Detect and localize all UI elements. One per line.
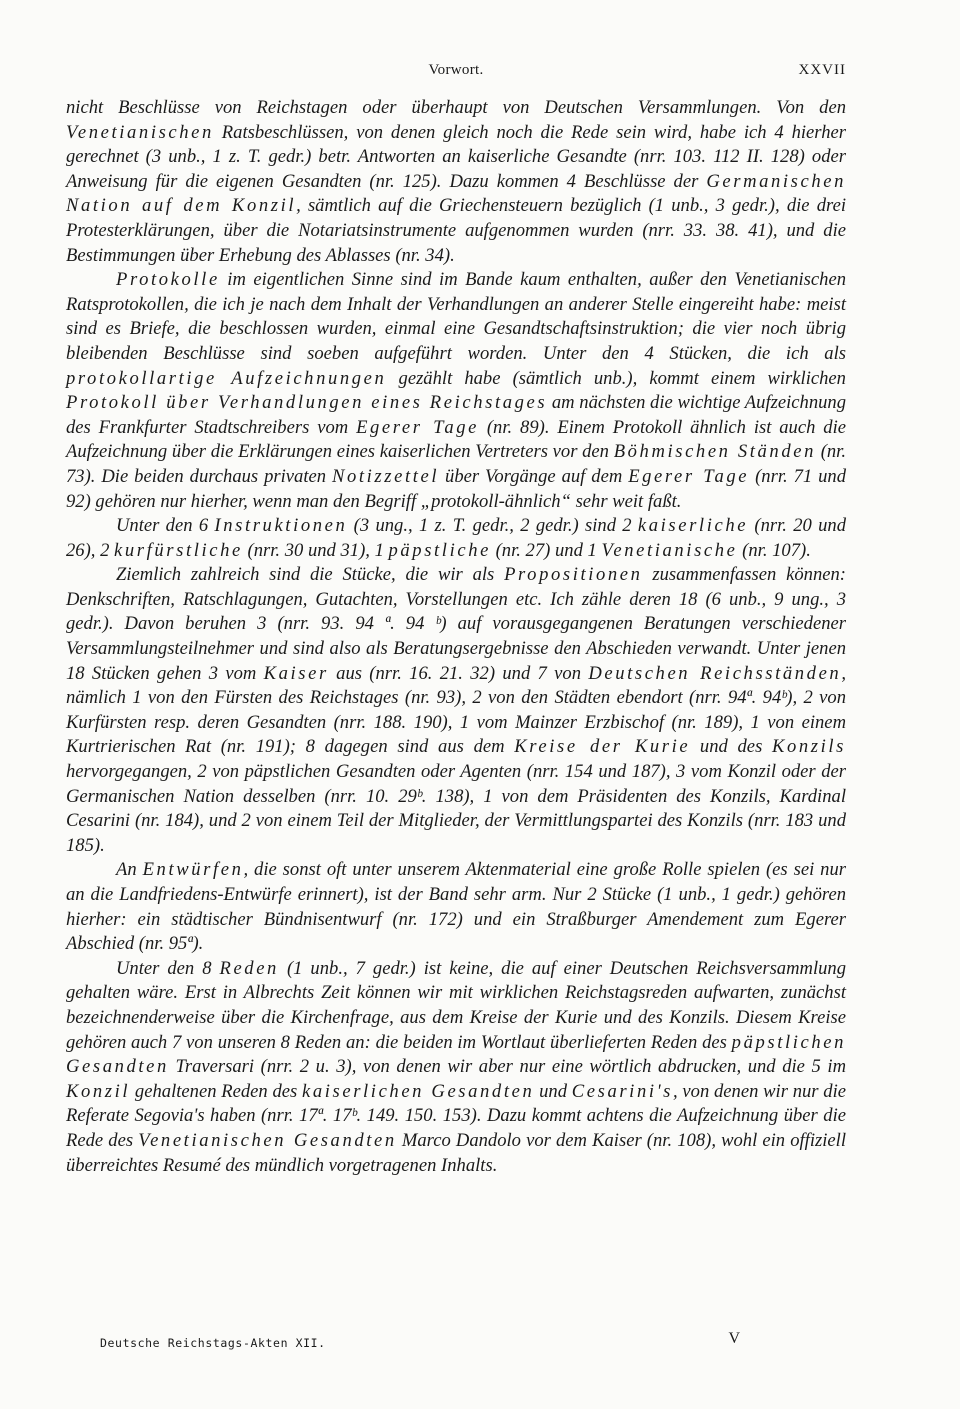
spaced-term: kaiserliche: [637, 515, 749, 537]
text-run: (nr. 27) und 1: [490, 539, 602, 561]
text-run: gezählt habe (sämtlich unb.), kommt einem wirklichen: [386, 367, 846, 389]
text-run: und des: [690, 736, 772, 758]
paragraph-6: [66, 957, 846, 1178]
text-run: (1 unb., 7 gedr.) ist keine, die auf einer Deutschen Reichsversammlung gehalten wäre. Erst in Albrechts Zeit können wir mit wirklichen Reichstagsreden aufwarten, zunächst bezeichnenderweise über die Kirchenfrage, aus dem Kreise der Kurie und des Konzils. Diesem Kreise gehören auch 7 von unseren 8 Reden an: die beiden im Wortlaut überlieferten Reden des: [66, 957, 847, 1053]
text-run: , die sonst oft unter unserem Aktenmaterial eine große Rolle spielen (es sei nur an die Landfriedens-Entwürfe erinnert), ist der Band sehr arm. Nur 2 Stücke (1 unb., 1 gedr.) gehören hierher: ein städtischer Bündnisentwurf (nr. 172) und ein Straßburger Amendement zum Egerer Abschied (nr. 95ª).: [66, 859, 846, 955]
spaced-term: Reden: [219, 957, 279, 979]
spaced-term: kurfürstliche: [114, 539, 243, 561]
spaced-term: Konzils: [772, 736, 846, 758]
text-run: (nr. 73). Die beiden durchaus privaten: [66, 441, 846, 487]
text-run: , nämlich 1 von den Fürsten des Reichstages (nr. 93), 2 von den Städten ebendort (nrr. 94ª. 94ᵇ), 2 von Kurfürsten resp. deren Gesandten (nrr. 188. 190), 1 vom Mainzer Erzbischof (nr. 189), 1 von einem Kurtrierischen Rat (nr. 191); 8 dagegen sind aus dem: [66, 662, 846, 758]
text-run: nicht Beschlüsse von Reichstagen oder überhaupt von Deutschen Versammlungen. Von den: [66, 97, 846, 118]
spaced-term: Böhmischen Ständen: [613, 441, 816, 463]
paragraph-1: [66, 96, 846, 268]
text-run: (nrr. 30 und 31), 1: [242, 539, 389, 561]
spaced-term: Protokoll über Verhandlungen eines Reichstages: [66, 392, 548, 414]
text-run: Traversari (nrr. 2 u. 3), von denen wir aber nur eine wörtlich abdrucken, und die 5 im: [168, 1056, 846, 1078]
spaced-term: Germanischen Nation auf dem Konzil: [66, 170, 846, 217]
paragraph-3: [66, 514, 846, 563]
paragraph-4: [66, 563, 846, 858]
paragraph-5: [66, 858, 846, 956]
spaced-term: Venetianischen: [66, 121, 214, 143]
spaced-term: Cesarini's: [571, 1080, 674, 1102]
text-run: Marco Dandolo vor dem Kaiser (nr. 108), wohl ein offiziell überreichtes Resumé des mündlich vorgetragenen Inhalts.: [66, 1129, 846, 1176]
text-run: Ziemlich zahlreich sind die Stücke, die wir als: [116, 564, 505, 586]
spaced-term: Notizzettel: [332, 465, 440, 487]
text-run: und: [534, 1080, 572, 1102]
spaced-term: Konzil: [66, 1080, 131, 1102]
spaced-term: Entwürfen: [142, 859, 244, 881]
spaced-term: Egerer Tage: [356, 416, 479, 438]
text-run: am nächsten die wichtige Aufzeichnung des Frankfurter Stadtschreibers vom: [66, 392, 847, 438]
spaced-term: Egerer Tage: [628, 465, 750, 487]
text-run: (3 ung., 1 z. T. gedr., 2 gedr.) sind 2: [347, 515, 638, 537]
series-title: Deutsche Reichstags-Akten XII.: [100, 1336, 326, 1350]
text-run: , von denen wir nur die Referate Segovia's haben (nrr. 17ª. 17ᵇ. 149. 150. 153). Dazu kommt achtens die Aufzeichnung über die Rede des: [66, 1080, 847, 1151]
spaced-term: Deutschen Reichsständen: [588, 662, 842, 684]
paragraph-2: [66, 268, 846, 514]
page-number: XXVII: [798, 62, 846, 78]
text-run: zusammenfassen können: Denkschriften, Ratschlagungen, Gutachten, Vorstellungen etc. Ich zähle deren 18 (6 unb., 9 ung., 3 gedr.). Davon beruhen 3 (nrr. 93. 94 ª. 94 ᵇ) auf vorausgegangenen Beratungen verschiedener Versammlungsteilnehmer und sind also als Beratungsergebnisse den Abschieden verwandt. Unter jenen 18 Stücken gehen 3 vom: [66, 564, 846, 684]
text-run: im eigentlichen Sinne sind im Bande kaum enthalten, außer den Venetianischen Ratsprotokollen, die ich je nach dem Inhalt der Verhandlungen an anderer Stelle eingereiht habe: meist sind es Briefe, die beschlossen wurden, einmal eine Gesandtschaftsinstruktion; die vier noch übrig bleibenden Beschlüsse sind soeben aufgeführt worden. Unter den 4 Stücken, die ich als: [66, 269, 846, 364]
running-head: Vorwort.: [428, 62, 484, 78]
text-run: (nr. 89). Einem Protokoll ähnlich ist auch die Aufzeichnung über die Erklärungen eines kaiserlichen Vertreters vor den: [66, 416, 846, 463]
page-header: [66, 62, 846, 84]
spaced-term: Instruktionen: [214, 515, 348, 537]
spaced-term: Venetianischen Gesandten: [138, 1129, 397, 1151]
spaced-term: Propositionen: [504, 564, 643, 586]
body-text: [66, 96, 846, 1178]
spaced-term: Kreise der Kurie: [514, 736, 691, 758]
spaced-term: Venetianische: [601, 539, 738, 561]
spaced-term: protokollartige Aufzeichnungen: [66, 367, 387, 389]
text-run: An: [116, 859, 143, 881]
text-run: Unter den 8: [116, 957, 220, 979]
text-run: über Vorgänge auf dem: [439, 465, 629, 487]
text-run: aus (nrr. 16. 21. 32) und 7 von: [328, 662, 589, 684]
text-run: Unter den 6: [116, 515, 215, 537]
spaced-term: päpstlichen Gesandten: [66, 1031, 846, 1078]
text-run: hervorgegangen, 2 von päpstlichen Gesandten oder Agenten (nrr. 154 und 187), 3 vom Konzil oder der Germanischen Nation desselben (nrr. 10. 29ᵇ. 138), 1 von dem Präsidenten des Konzils, Kardinal Cesarini (nr. 184), und 2 von einem Teil der Mitglieder, der Vermittlungspartei des Konzils (nrr. 183 und 185).: [66, 761, 846, 856]
text-run: (nrr. 71 und 92) gehören nur hierher, wenn man den Begriff „protokoll-ähnlich“ sehr weit faßt.: [66, 465, 846, 512]
spaced-term: kaiserlichen Gesandten: [302, 1080, 535, 1102]
text-run: (nr. 107).: [737, 539, 811, 561]
text-run: (nrr. 20 und 26), 2: [66, 515, 847, 561]
spaced-term: Kaiser: [263, 662, 329, 684]
text-run: gehaltenen Reden des: [130, 1080, 302, 1102]
signature-mark: V: [728, 1330, 740, 1347]
text-run: Ratsbeschlüssen, von denen gleich noch die Rede sein wird, habe ich 4 hierher gerechnet (3 unb., 1 z. T. gedr.) betr. Antworten an kaiserliche Gesandte (nrr. 103. 112 II. 128) oder Anweisung für die eigenen Gesandten (nr. 125). Dazu kommen 4 Beschlüsse der: [66, 121, 846, 192]
page-footer: [100, 1330, 740, 1356]
spaced-term: Protokolle: [116, 269, 220, 291]
spaced-term: päpstliche: [388, 539, 491, 561]
text-run: , sämtlich auf die Griechensteuern bezüglich (1 unb., 3 gedr.), die drei Protesterklärungen, über die Notariatsinstrumente aufgenommen wurden (nrr. 33. 38. 41), und die Bestimmungen über Erhebung des Ablasses (nr. 34).: [66, 195, 846, 266]
